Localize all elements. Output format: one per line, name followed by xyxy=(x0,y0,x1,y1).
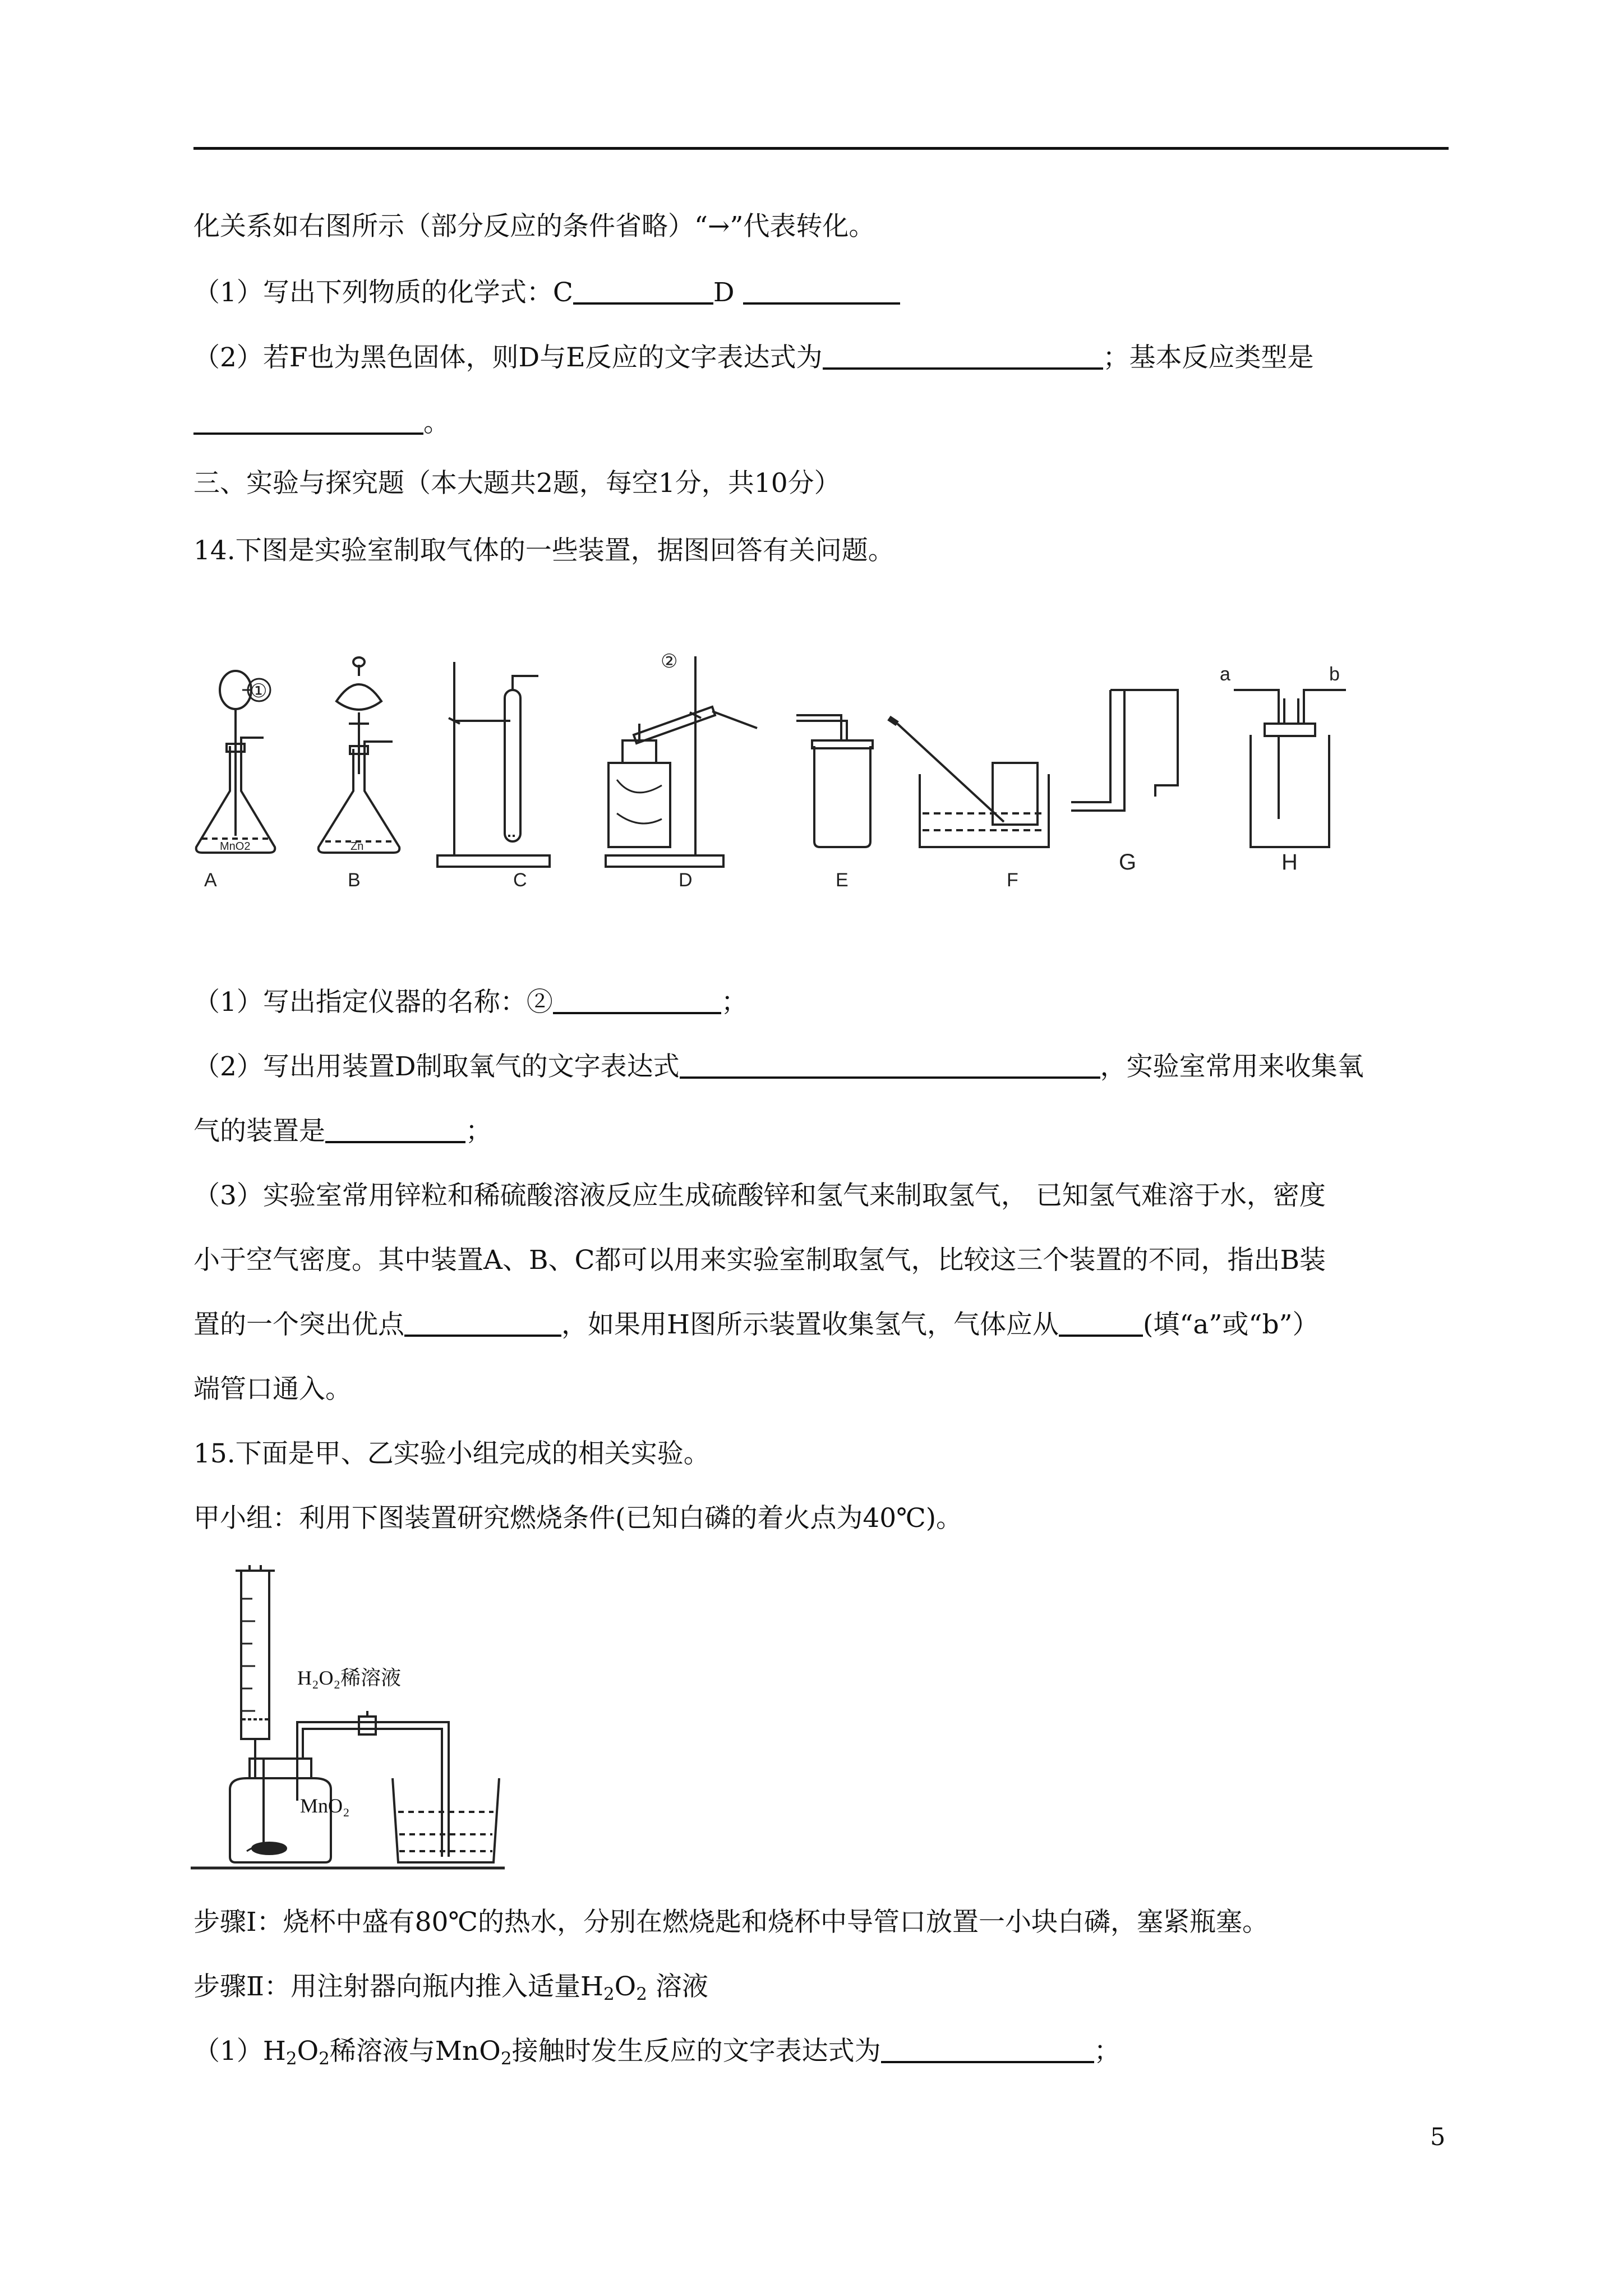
marker-1: ① xyxy=(250,680,268,702)
q14-stem: 14.下图是实验室制取气体的一些装置，据图回答有关问题。 xyxy=(193,535,895,566)
answer-blank-collect-device[interactable] xyxy=(325,1115,465,1143)
q13-part2: （2）若F也为黑色固体，则D与E反应的文字表达式为 ；基本反应类型是 xyxy=(193,342,1314,373)
answer-blank-reaction-type[interactable] xyxy=(193,407,423,435)
label-g: G xyxy=(1119,850,1137,875)
page-number: 5 xyxy=(1430,2123,1446,2151)
apparatus-h xyxy=(1234,690,1346,847)
q15-group: 甲小组：利用下图装置研究燃烧条件(已知白磷的着火点为40℃)。 xyxy=(193,1503,963,1534)
sublabel-mno2: MnO2 xyxy=(220,840,251,853)
combustion-figure xyxy=(191,1565,505,1879)
port-a: a xyxy=(1220,664,1230,685)
answer-blank-c[interactable] xyxy=(573,277,713,305)
q15-step2: 步骤Ⅱ：用注射器向瓶内推入适量$H_2O_2$ 溶液 xyxy=(193,1971,708,2004)
label-d: D xyxy=(679,869,693,891)
apparatus-c xyxy=(437,662,550,867)
answer-blank-instrument[interactable] xyxy=(553,986,721,1014)
apparatus-f xyxy=(889,718,1049,847)
q13-part2-cont: 。 xyxy=(193,405,450,441)
label-mno2: MnO₂ xyxy=(300,1795,350,1817)
label-a: A xyxy=(204,869,217,891)
label-f: F xyxy=(1007,869,1018,891)
q13-part1: （1）写出下列物质的化学式：C D xyxy=(193,275,900,311)
q14-part3-l3: 置的一个突出优点 ，如果用H图所示装置收集氢气，气体应从 (填“a”或“b”） xyxy=(193,1309,1319,1340)
q14-part2: （2）写出用装置D制取氧气的文字表达式 ，实验室常用来收集氧 xyxy=(193,1051,1364,1082)
q14-part3-l2: 小于空气密度。其中装置A、B、C都可以用来实验室制取氢气，比较这三个装置的不同，指出B装 xyxy=(193,1245,1326,1276)
label-h2o2: H₂O₂稀溶液 xyxy=(297,1667,402,1689)
apparatus-d xyxy=(606,656,757,867)
beaker xyxy=(393,1778,499,1862)
q14-part3-l4: 端管口通入。 xyxy=(193,1374,352,1405)
q14-part3-l1: （3）实验室常用锌粒和稀硫酸溶液反应生成硫酸锌和氢气来制取氢气， 已知氢气难溶于水，密度 xyxy=(193,1180,1326,1211)
apparatus-g xyxy=(1071,690,1178,811)
label-c: C xyxy=(513,869,527,891)
answer-blank-equation[interactable] xyxy=(823,342,1103,370)
marker-2: ② xyxy=(661,651,678,672)
label-h: H xyxy=(1281,850,1298,875)
label-b: B xyxy=(348,869,361,891)
label-e: E xyxy=(836,869,849,891)
answer-blank-d[interactable] xyxy=(743,277,900,305)
apparatus-b xyxy=(319,657,400,853)
q15-step1: 步骤Ⅰ：烧杯中盛有80℃的热水，分别在燃烧匙和烧杯中导管口放置一小块白磷，塞紧瓶塞。 xyxy=(193,1907,1269,1938)
apparatus-figure xyxy=(191,634,1380,892)
section-heading: 三、实验与探究题（本大题共2题，每空1分，共10分） xyxy=(193,468,841,499)
header-rule xyxy=(193,147,1449,150)
answer-blank-oxygen-equation[interactable] xyxy=(680,1051,1100,1079)
apparatus-e xyxy=(796,715,873,847)
answer-blank-port[interactable] xyxy=(1059,1309,1143,1337)
q15-part1: $(1)H_2O_2$稀溶液与MnO$_2$接触时发生反应的文字表达式为 ； xyxy=(193,2036,1121,2069)
q14-part2-cont: 气的装置是 ； xyxy=(193,1116,492,1147)
syringe xyxy=(241,1571,269,1739)
port-b: b xyxy=(1329,664,1340,685)
q15-stem: 15.下面是甲、乙实验小组完成的相关实验。 xyxy=(193,1438,710,1469)
answer-blank-h2o2-equation[interactable] xyxy=(881,2035,1094,2063)
intro-line: 化关系如右图所示（部分反应的条件省略）“→”代表转化。 xyxy=(193,211,875,242)
answer-blank-advantage[interactable] xyxy=(404,1309,561,1337)
q14-part1: （1）写出指定仪器的名称：② ； xyxy=(193,987,748,1018)
sublabel-zn: Zn xyxy=(351,840,364,853)
